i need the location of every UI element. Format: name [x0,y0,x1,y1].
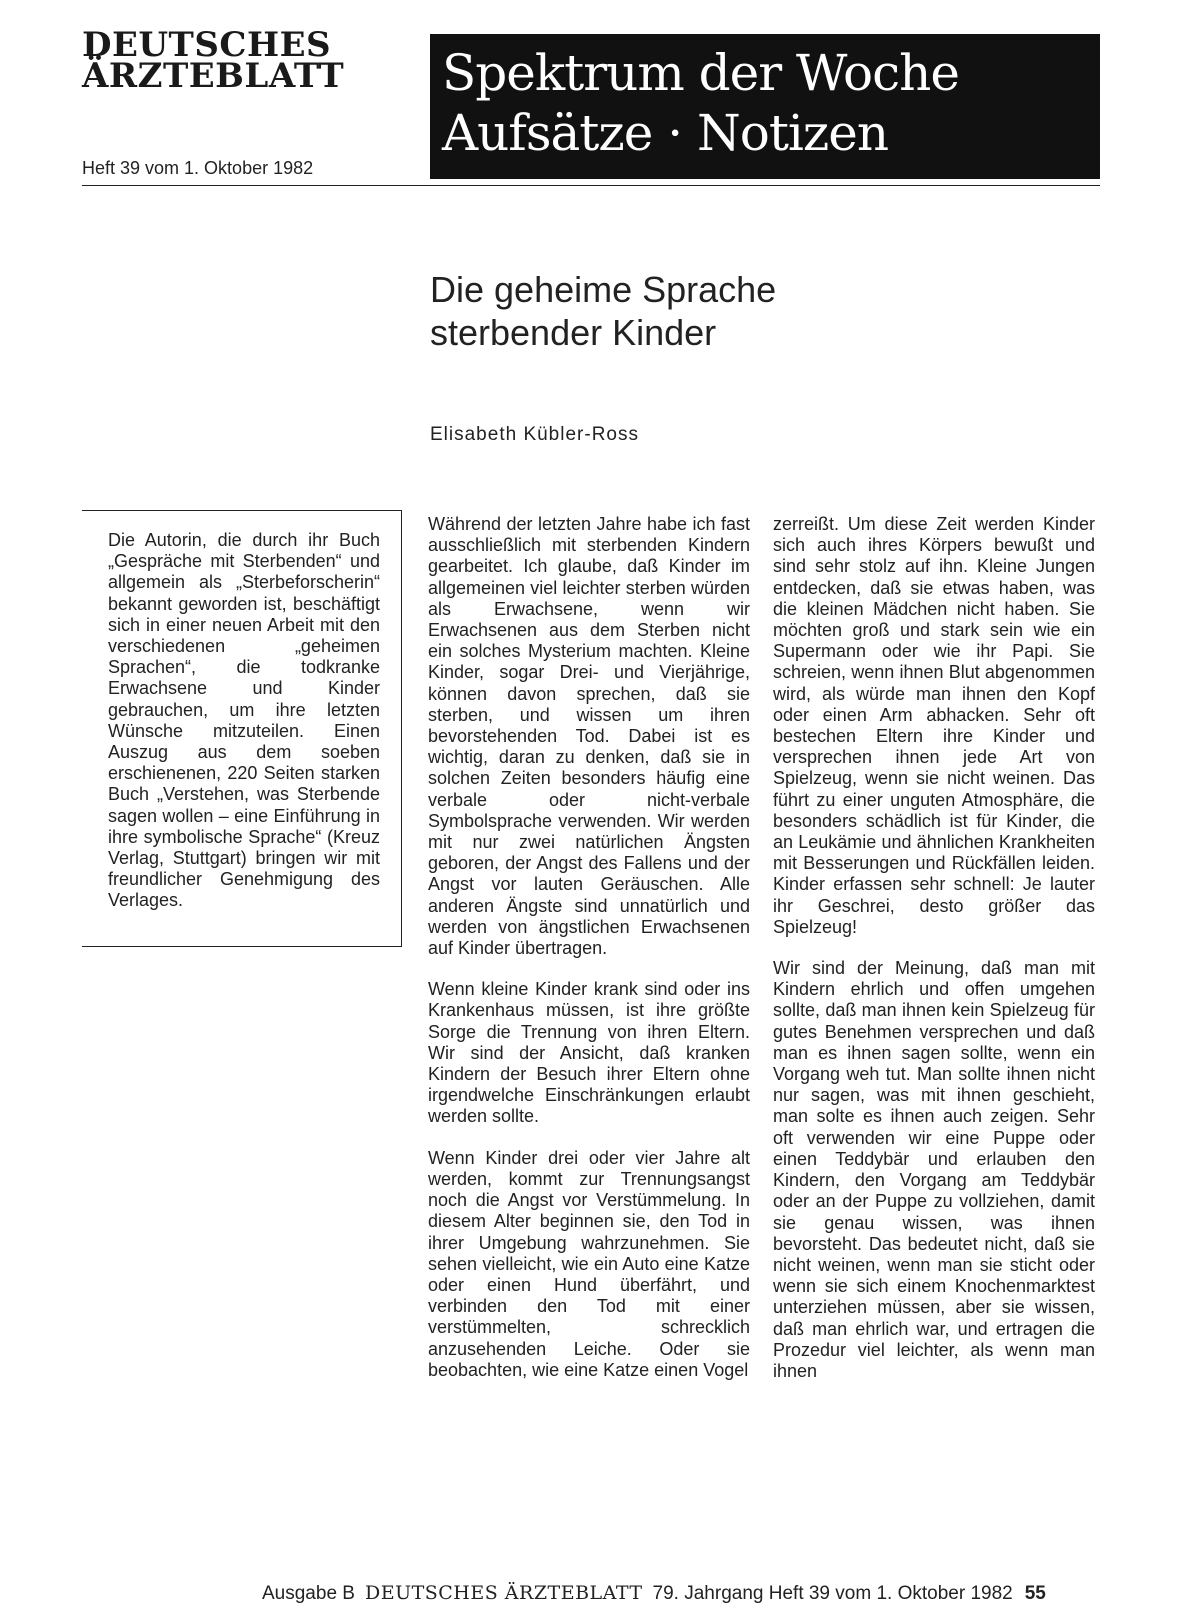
section-banner [430,34,1100,179]
body-column-2 [773,514,1095,1382]
paragraph: Wenn Kinder drei oder vier Jahre alt werden, kommt zur Trennungsangst noch die Angst vor Verstümmelung. In diesem Alter beginnen sie, den Tod in ihrer Umgebung wahrzunehmen. Sie sehen vielleicht, wie ein Auto eine Katze oder einen Hund überfährt, und verbinden den Tod mit einer verstümmelten, schrecklich anzusehenden Leiche. Oder sie beobachten, wie eine Katze einen Vogel [428,1147,750,1380]
intro-box [82,510,402,947]
paragraph: Wenn kleine Kinder krank sind oder ins Krankenhaus müssen, ist ihre größte Sorge die Trennung von ihren Eltern. Wir sind der Ansicht, daß kranken Kindern der Besuch ihrer Eltern ohne irgendwelche Einschränkungen erlaubt werden sollte. [428,979,750,1127]
footer-volume: 79. Jahrgang Heft 39 vom 1. Oktober 1982 [652,1583,1013,1604]
logo-line-2: ÄRZTEBLATT [82,56,345,96]
banner-line-2: Aufsätze · Notizen [442,104,889,162]
footer-magazine: DEUTSCHES ÄRZTEBLATT [364,1582,643,1604]
masthead-logo [82,25,412,96]
article-author: Elisabeth Kübler-Ross [430,424,639,445]
intro-text: Die Autorin, die durch ihr Buch „Gespräche mit Sterbenden“ und allgemein als „Sterbeforscherin“ bekannt geworden ist, beschäftigt sich in einer neuen Arbeit mit den verschiedenen „geheimen Sprachen“, die todkranke Erwachsene und Kinder gebrauchen, um ihre letzten Wünsche mitzuteilen. Einen Auszug aus dem soeben erschienenen, 220 Seiten starken Buch „Verstehen, was Sterbende sagen wollen – eine Einführung in ihre symbolische Sprache“ (Kreuz Verlag, Stuttgart) bringen wir mit freundlicher Genehmigung des Verlages. [108,530,380,911]
article-title [430,268,1030,354]
page-footer [262,1582,1046,1605]
logo-line-1: DEUTSCHES [82,25,332,65]
title-line-2: sterbender Kinder [430,312,717,353]
title-line-1: Die geheime Sprache [430,269,777,310]
header-rule [82,185,1100,186]
footer-edition: Ausgabe B [262,1583,355,1604]
paragraph: zerreißt. Um diese Zeit werden Kinder sich auch ihres Körpers bewußt und sind sehr stolz auf ihn. Kleine Jungen entdecken, daß sie etwas haben, was die kleinen Mädchen nicht haben. Sie möchten groß und stark sein wie ein Supermann oder wie ihr Papi. Sie schreien, wenn ihnen Blut abgenommen wird, als würde man ihnen den Kopf oder einen Arm abhacken. Sehr oft bestechen Eltern ihre Kinder und versprechen ihnen jede Art von Spielzeug, wenn sie nicht weinen. Das führt zu einer unguten Atmosphäre, die besonders schädlich ist für Kinder, die an Leukämie und ähnlichen Krankheiten mit Besserungen und Rückfällen leiden. Kinder erfassen sehr schnell: Je lauter ihr Geschrei, desto größer das Spielzeug! [773,514,1095,937]
issue-line: Heft 39 vom 1. Oktober 1982 [82,158,314,178]
paragraph: Wir sind der Meinung, daß man mit Kindern ehrlich und offen umgehen sollte, daß man ihnen kein Spielzeug für gutes Benehmen versprechen und daß man es ihnen sagen sollte, wenn ein Vorgang weh tut. Man sollte ihnen nicht nur sagen, was mit ihnen geschieht, man solte es ihnen auch zeigen. Sehr oft verwenden wir eine Puppe oder einen Teddybär und erlauben den Kindern, den Vorgang am Teddybär oder an der Puppe zu vollziehen, damit sie genau wissen, was ihnen bevorsteht. Das bedeutet nicht, daß sie nicht weinen, wenn man sie sticht oder wenn sie sich einem Knochenmarktest unterziehen müssen, aber sie wissen, daß man ehrlich war, und ertragen die Prozedur viel leichter, als wenn man ihnen [773,958,1095,1381]
page-number: 55 [1024,1583,1046,1604]
paragraph: Während der letzten Jahre habe ich fast ausschließlich mit sterbenden Kindern gearbeitet. Ich glaube, daß Kinder im allgemeinen viel leichter sterben würden als Erwachsene, wenn wir Erwachsenen aus dem Sterben nicht ein solches Mysterium machten. Kleine Kinder, sogar Drei- und Vierjährige, können davon sprechen, daß sie sterben, und wissen um ihren bevorstehenden Tod. Dabei ist es wichtig, daran zu denken, daß sie in solchen Zeiten besonders häufig eine verbale oder nicht-verbale Symbolsprache verwenden. Wir werden mit nur zwei natürlichen Ängsten geboren, der Angst des Fallens und der Angst vor lauten Geräuschen. Alle anderen Ängste sind unnatürlich und werden von ängstlichen Erwachsenen auf Kinder übertragen. [428,514,750,959]
body-column-1 [428,514,750,1381]
banner-line-1: Spektrum der Woche [442,44,959,102]
